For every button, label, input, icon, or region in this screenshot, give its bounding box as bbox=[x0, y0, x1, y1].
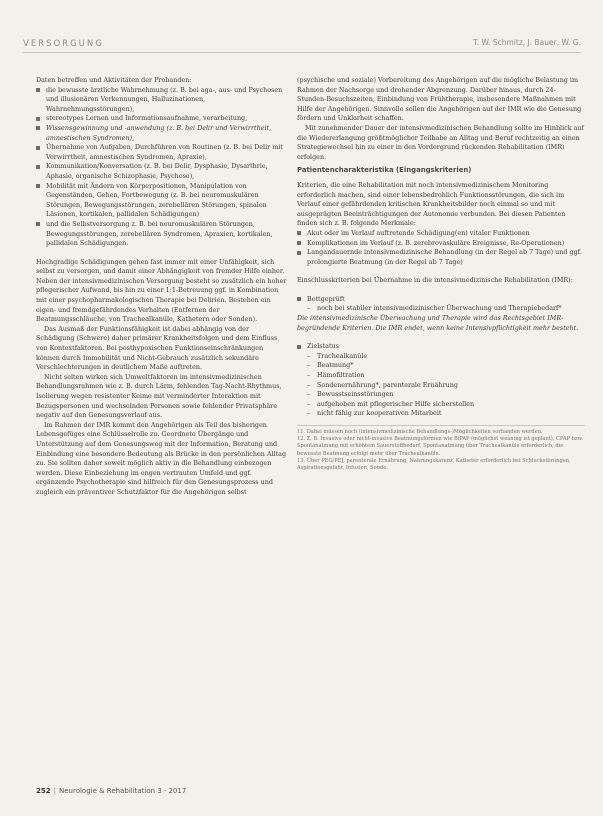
list-item: Zielstatus – Trachealkanüle – Beatmung* – Hämofiltration – Sondenernährung*, parenterale Ernährung – Bewusstseinsstörungen – aufgehoben mit pflegerischer Hilfe sicherstellen – nicht fähig zur kooperativen Mitarbeit bbox=[297, 342, 585, 419]
page-footer bbox=[36, 787, 186, 795]
body-paragraph: Einschlusskriterien bei Übernahme in die intensivmedizinische Rehabilitation (IMR): bbox=[297, 276, 573, 285]
list-item: Wissensgewinnung und -anwendung (z. B. bei Delir und Verwirrtheit, amnestischen Syndromen), bbox=[36, 124, 288, 143]
list-item: – Bewusstseinsstörungen bbox=[307, 390, 394, 399]
square-bullet-icon bbox=[297, 297, 301, 301]
footnotes bbox=[297, 425, 585, 472]
list-item: Langandauernde intensivmedizinische Behandlung (in der Regel ab 7 Tage) und ggf. prolongierte Beatmung (in der Regel ab 7 Tage) bbox=[297, 248, 585, 267]
dash-icon: – bbox=[307, 361, 311, 370]
body-paragraph: Kriterien, die eine Rehabilitation mit noch intensivmedizinischem Monitoring erforderlich machen, sind einer lebensbedrohlich Funktionsstörungen, die sich im Verlauf einer gefährdenden kritischen Krankheitsbilder noch einmal so und mit ausgeprägten Beeinträchtigungen der Autonomie verbunden. Bei diesen Patienten finden sich z. B. folgende Merkmale: bbox=[297, 180, 566, 228]
square-bullet-icon bbox=[36, 184, 40, 188]
section-heading: Patientencharakteristika (Eingangskriterien) bbox=[297, 166, 472, 175]
sub-list bbox=[307, 352, 585, 419]
list-item: und die Selbstversorgung z. B. bei neuromuskulären Störungen, Bewegungsstörungen, zerebellären Syndromen, Apraxien, kortikalen, pallidalen Schädigungen. bbox=[36, 220, 288, 249]
dash-icon: – bbox=[307, 399, 311, 408]
page-header bbox=[0, 0, 603, 62]
body-paragraph: Nicht selten wirken sich Umweltfaktoren im intensivmedizinischen Behandlungsrahmen wie z. B. durch Lärm, fehlenden Tag-Nacht-Rhythmus, Isolierung wegen resistenter Keime mit verminderter Interaktion mit Bezugspersonen und wechselnden Personen sowie fehlender Privatsphäre negativ auf den Genesungsverlauf aus. bbox=[36, 372, 282, 420]
list-item: stereotypes Lernen und Informationsaufnahme, verarbeitung, bbox=[36, 114, 288, 124]
list-item: – Trachealkanüle bbox=[307, 351, 368, 360]
right-column bbox=[297, 76, 585, 472]
body-paragraph: Mit zunehmender Dauer der intensivmedizinischen Behandlung sollte im Hinblick auf die Wiedererlangung größtmöglicher Teilhabe an Alltag und Beruf rechtzeitig an einen Strategiewechsel hin zu einer in den Vordergrund rückenden Rehabilitation (IMR) erfolgen. bbox=[297, 123, 584, 161]
dash-icon: – bbox=[307, 371, 311, 380]
square-bullet-icon bbox=[297, 251, 301, 255]
separator: | bbox=[53, 787, 56, 795]
square-bullet-icon bbox=[297, 345, 301, 349]
status-list bbox=[297, 342, 585, 419]
square-bullet-icon bbox=[36, 146, 40, 150]
square-bullet-icon bbox=[36, 117, 40, 121]
square-bullet-icon bbox=[297, 241, 301, 245]
author-line: T. W. Schmitz, J. Bauer, W. G. bbox=[473, 38, 581, 47]
criteria-list bbox=[297, 229, 585, 267]
dash-icon: – bbox=[307, 409, 311, 418]
square-bullet-icon bbox=[36, 222, 40, 226]
dash-icon: – bbox=[307, 304, 311, 313]
square-bullet-icon bbox=[297, 231, 301, 235]
body-paragraph: Hochgradige Schädigungen gehen fast immer mit einer Unfähigkeit, sich selbst zu versorgen, und damit einer Abhängigkeit von fremder Hilfe einher. Neben der intensivmedizinischen Versorgung besteht so zusätzlich ein hoher pflegerischer Aufwand, bis hin zu einer 1:1-Betreuung ggf. in Kombination mit einer psychopharmakologischen Therapie bei Delirien. Bestehen ein eigen- und fremdgefährdendes Verhalten (Entfernen der Beatmungsschläuche, von Trachealkanüle, Kathetern oder Sonden). bbox=[36, 257, 287, 324]
body-paragraph: (psychische und soziale) Vorbereitung des Angehörigen auf die mögliche Belastung im Rahmen der Nachsorge und drohender Abgrenzung. Darüber hinaus, durch 24-Stunden-Besuchszeiten, Einbindung von Frühtherapie, insbesondere Maßnahmen mit Hilfe der Angehörigen. Sinnvolle sollen die Angehörigen auf der IMR wie die Genesung fördern und Unklarheit schaffen. bbox=[297, 76, 582, 123]
italic-note: Die intensivmedizinische Überwachung und Therapie wird das Rechtsgebiet IMR-begründende Kriterien. Die IMR endet, wenn keine Intensivpflichtigkeit mehr besteht. bbox=[297, 314, 579, 332]
list-item: – Sondenernährung*, parenterale Ernährung bbox=[307, 380, 458, 389]
footnote: 11. Dabei müssen noch (intensivmedizinische Behandlungs-)Möglichkeiten vorhanden werden. bbox=[297, 429, 543, 435]
inclusion-list bbox=[297, 295, 585, 314]
list-item: Komplikationen im Verlauf (z. B. zerebrovaskuläre Ereignisse, Re-Operationen) bbox=[297, 239, 585, 249]
sub-list bbox=[307, 304, 585, 314]
list-item: – aufgehoben mit pflegerischer Hilfe sicherstellen bbox=[307, 399, 475, 408]
list-item: – nicht fähig zur kooperativen Mitarbeit bbox=[307, 409, 442, 418]
dash-icon: – bbox=[307, 390, 311, 399]
list-item: die bewusste ärztliche Wahrnehmung (z. B. bei aga-, aus- und Psychosen und illusionären Verkennungen, Halluzinationen, Wahrnehmungsstörungen), bbox=[36, 86, 288, 115]
list-item: – Hämofiltration bbox=[307, 371, 365, 380]
dash-icon: – bbox=[307, 351, 311, 360]
list-item: Bettgeprüft – noch bei stabiler intensivmedizinischer Überwachung und Therapiebedarf* bbox=[297, 295, 585, 314]
list-item: – noch bei stabiler intensivmedizinischer Überwachung und Therapiebedarf* bbox=[307, 304, 562, 313]
page-number: 252 bbox=[36, 787, 51, 795]
list-item: Übernahme von Aufgaben, Durchführen von Routinen (z. B. bei Delir mit Verwirrtheit, amnestischen Syndromen, Apraxie), bbox=[36, 143, 288, 162]
list-item: Mobilität mit Ändern von Körperpositionen, Manipulation von Gegenständen, Gehen, Fortbewegung (z. B. bei neuromuskulären Störungen, Bewegungsstörungen, zerebellären Störungen, spinalen Läsionen, kortikalen, pallidalen Schädigungen) bbox=[36, 182, 288, 220]
footnote: 13. Über PEG/PEJ, parenterale Ernährung, Nahrungskarenz, Katheter erforderlich bei Schluckstörungen, Aspirationsgefahr, Infusion, Sonde. bbox=[297, 457, 571, 472]
header-divider bbox=[23, 52, 581, 53]
footnote: 12. Z. B. Invasive oder nicht-invasive Beatmungsformen wie BiPAP (möglichst weaning ist geplant), CPAP bzw. Spontanatmung mit erhöhtem Sauerstoffbedarf, Spontanatmung über Trachealkanüle erforderlich, die bewusste Beatmung erfolgt mehr über Trachealkanüle. bbox=[297, 436, 583, 457]
square-bullet-icon bbox=[36, 126, 40, 130]
square-bullet-icon bbox=[36, 88, 40, 92]
left-column bbox=[36, 76, 288, 498]
square-bullet-icon bbox=[36, 165, 40, 169]
list-item: Kommunikation/Konversation (z. B. bei Delir, Dysphasie, Dysarthrie, Aphasie, organische Schizophasie, Psychose), bbox=[36, 162, 288, 181]
left-bullet-list bbox=[36, 86, 288, 249]
dash-icon: – bbox=[307, 380, 311, 389]
body-paragraph: Im Rahmen der IMR kommt den Angehörigen als Teil des bisherigen Lebensgefüges eine Schlüsselrolle zu. Geordnete Übergänge und Unterstützung auf dem Genesungsweg mit der Information, Beratung und Einbindung eine besondere Bedeutung als Brücke in den persönlichen Alltag zu. Sie sollten daher soweit möglich aktiv in die Behandlung einbezogen werden. Diese Einbeziehung im engen vertrauten Umfeld und ggf. ergänzende Psychotherapie sind hilfreich für den Genesungsprozess und zugleich ein präventiver Schutzfaktor für die Angehörigen selbst bbox=[36, 420, 287, 496]
journal-name: Neurologie & Rehabilitation 3 · 2017 bbox=[58, 787, 187, 795]
list-item: Akut oder im Verlauf auftretende Schädigung(en) vitaler Funktionen bbox=[297, 229, 585, 239]
left-intro: Daten betreffen und Aktivitäten der Probanden: bbox=[36, 76, 192, 84]
list-item: – Beatmung* bbox=[307, 361, 354, 370]
body-paragraph: Das Ausmaß der Funktionsfähigkeit ist dabei abhängig von der Schädigung (Schwere) daher primärer Krankheitsfolgen und dem Einfluss von Kontextfaktoren. Bei posthypoxischen Funktionseinschränkungen können durch Immobilität und Nicht-Gebrauch zusätzlich sekundäre Verschlechterungen in deutlichem Maße auftreten. bbox=[36, 324, 278, 372]
section-label: VERSORGUNG bbox=[23, 39, 104, 49]
